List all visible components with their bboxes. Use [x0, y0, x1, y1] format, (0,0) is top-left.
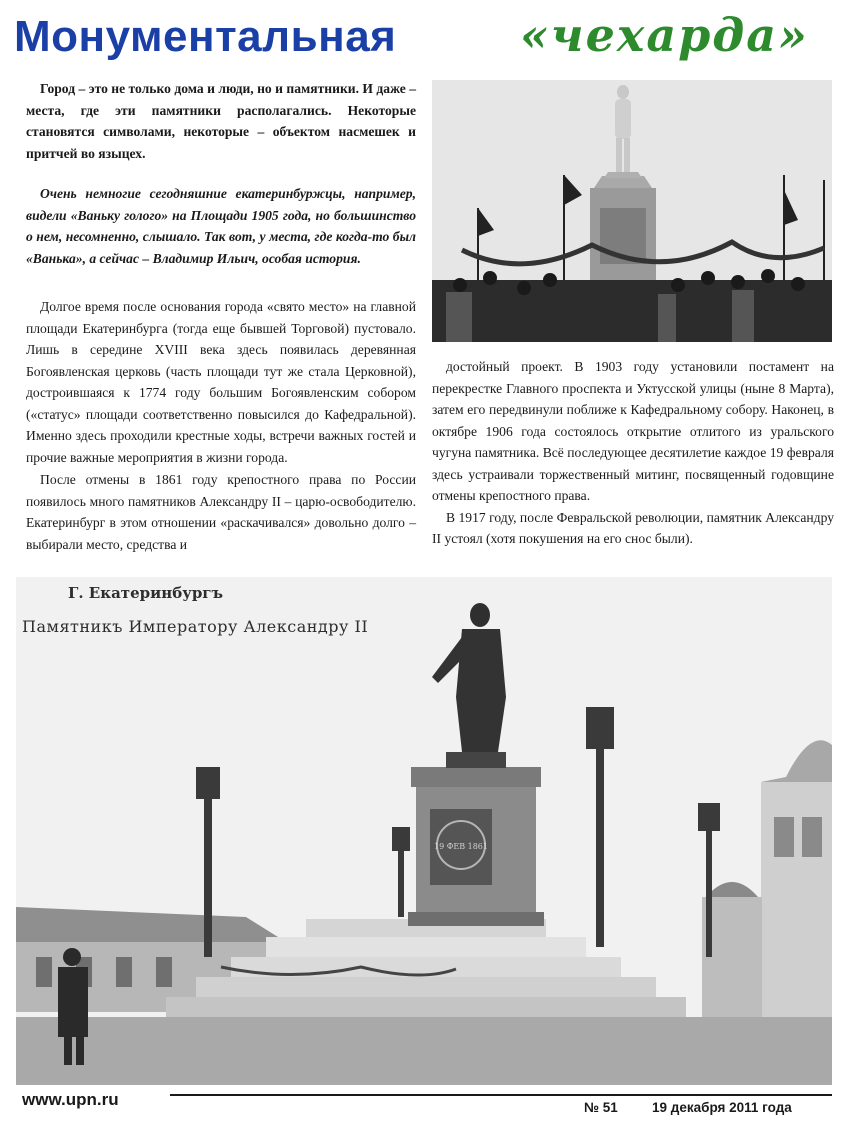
footer-divider	[170, 1094, 832, 1096]
masthead	[14, 8, 834, 74]
photo-caption-monument: Памятникъ Императору Александру II	[22, 617, 369, 636]
left-paragraph-2: После отмены в 1861 году крепостного права по России появилось много памятников Александру II – царю-освободителю. Екатеринбург в этом отношении «раскачивался» довольно долго – выбирали место, средства и	[26, 472, 416, 552]
photo-alexander-monument-illustration	[16, 577, 832, 1085]
masthead-title: Монументальная	[14, 12, 397, 61]
lead-paragraph: Город – это не только дома и люди, но и памятники. И даже – места, где эти памятники располагались. Некоторые становятся символами, некоторые – объектом насмешек и притчей во языцех.	[26, 81, 416, 161]
footer-date: 19 декабря 2011 года	[652, 1100, 792, 1115]
photo-naked-statue-monument	[432, 80, 832, 342]
left-column	[26, 296, 416, 555]
right-paragraph-2: В 1917 году, после Февральской революции, памятник Александру II устоял (хотя покушения на его снос были).	[432, 509, 834, 546]
intro-paragraph: Очень немногие сегодняшние екатеринбуржцы, например, видели «Ваньку голого» на Площади 1905 года, но большинство о нем, несомненно, слышало. Так вот, у места, где когда-то был «Ванька», а сейчас – Владимир Ильич, особая история.	[26, 186, 416, 266]
left-paragraph-1: Долгое время после основания города «свято место» на главной площади Екатеринбурга (тогда еще бывшей Торговой) пустовало. Лишь в середине XVIII века здесь появилась деревянная Богоявленская церковь (часть площади тут же стала Церковной), достроившаяся к 1774 году большим Богоявленским собором («статус» площади соответственно повысился до Кафедральной). Именно здесь проходили крестные ходы, встречи важных гостей и прочие важные мероприятия в жизни города.	[26, 299, 416, 465]
photo-caption-city: Г. Екатеринбургъ	[68, 584, 224, 602]
footer-url[interactable]: www.upn.ru	[22, 1090, 119, 1109]
photo-naked-statue-illustration	[432, 80, 832, 342]
footer-issue-number: № 51	[584, 1100, 618, 1115]
photo-alexander-ii-monument	[16, 577, 832, 1085]
masthead-subtitle: «чехарда»	[520, 8, 809, 62]
right-column	[432, 356, 834, 550]
pedestal-inscription: 19 ФЕВ 1861	[434, 842, 488, 851]
right-paragraph-1: достойный проект. В 1903 году установили постамент на перекрестке Главного проспекта и Уктусской улицы (ныне 8 Марта), затем его передвинули поближе к Кафедральному собору. Наконец, в октябре 1906 года состоялось открытие отлитого из уральского чугуна памятника. Всё последующее десятилетие каждое 19 февраля здесь устраивали торжественный митинг, посвященный годовщине отмены крепостного права.	[432, 359, 834, 503]
